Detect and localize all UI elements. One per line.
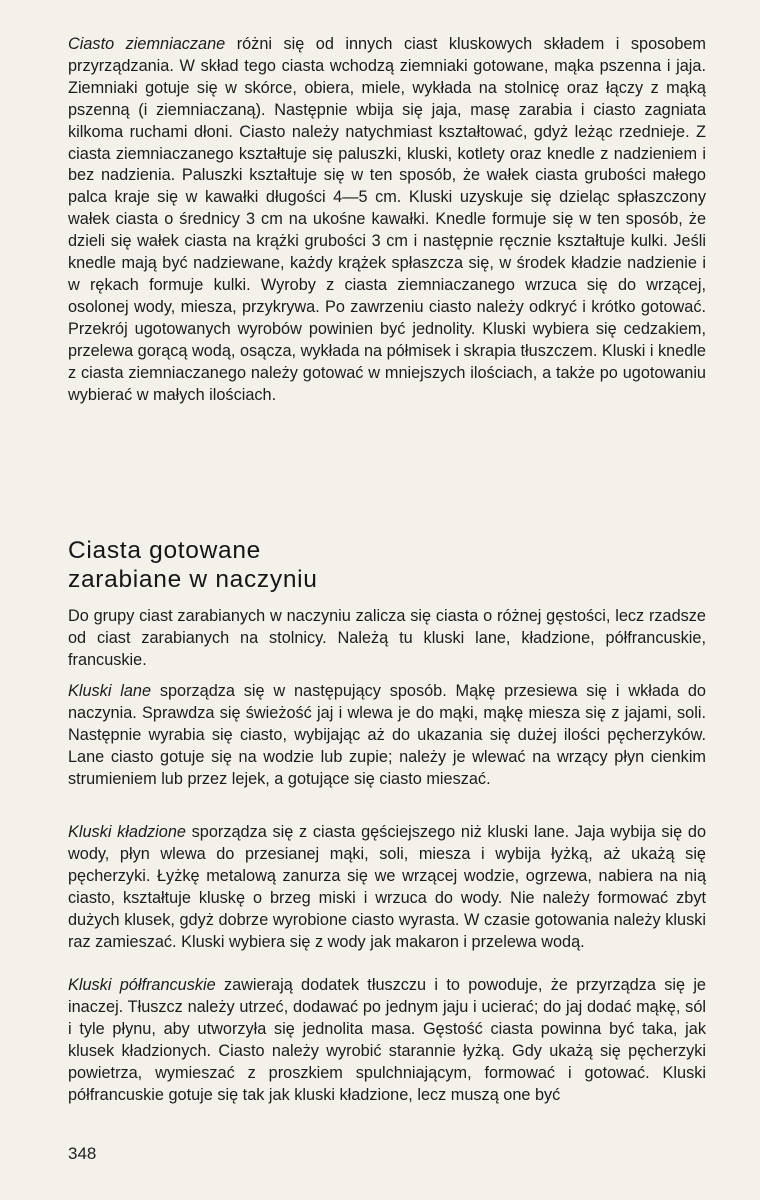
paragraph-body: sporządza się z ciasta gęściejszego niż kluski lane. Jaja wybija się do wody, płyn wlewa do przesianej mąki, soli, miesza i wybija łyżką, aż ukażą się pęcherzyki. Łyżkę metalową zanurza się we wrzącej wodzie, ogrzewa, nabiera na nią ciasto, kształtuje kluskę o brzeg miski i wrzuca do wody. Nie należy formować zbyt dużych klusek, gdyż dobrze wyrobione ciasto wyrasta. W czasie gotowania należy kluski raz zamieszać. Kluski wybiera się z wody jak makaron i przelewa wodą. [68,823,707,951]
paragraph-body: zawierają dodatek tłuszczu i to powoduje, że przyrządza się je inaczej. Tłuszcz należy utrzeć, dodawać po jednym jaju i ucierać; do jaj dodać mąkę, sól i tyle płynu, aby utworzyła się jednolita masa. Gęstość ciasta powinna być taka, jak klusek kładzionych. Ciasto należy wyrobić starannie łyżką. Gdy ukażą się pęcherzyki powietrza, wymieszać z proszkiem spulchniającym, formować i gotować. Kluski półfrancuskie gotuje się tak jak kluski kładzione, lecz muszą one być [68,976,706,1104]
paragraph-kluski-kladzione [68,822,706,953]
paragraph-intro [68,606,706,672]
heading-line-1: Ciasta gotowane [68,537,262,564]
paragraph-kluski-lane [68,681,706,791]
paragraph-kluski-polfrancuskie [68,975,706,1106]
paragraph-body: sporządza się w następujący sposób. Mąkę przesiewa się i wkłada do naczynia. Sprawdza się świeżość jaj i wlewa je do mąki, mąkę miesza się z jajami, soli. Następnie wyrabia się ciasto, wybijając aż do ukazania się dużej ilości pęcherzyków. Lane ciasto gotuje się na wodzie lub zupie; należy je wlewać na wrzący płyn cienkim strumieniem lub przez lejek, a gotujące się ciasto mieszać. [68,682,706,788]
heading-line-2: zarabiane w naczyniu [68,566,318,593]
page-number: 348 [68,1144,97,1163]
term-kluski-polfrancuskie: Kluski półfrancuskie [68,976,216,994]
paragraph-body: różni się od innych ciast kluskowych składem i sposobem przyrządzania. W skład tego ciasta wchodzą ziemniaki gotowane, mąka pszenna i jaja. Ziemniaki gotuje się w skórce, obiera, miele, wykłada na stolnicę oraz łączy z mąką pszenną (i ziemniaczaną). Następnie wbija się jaja, masę zarabia i ciasto zagniata kilkoma ruchami dłoni. Ciasto należy natychmiast kształtować, gdyż leżąc rzednieje. Z ciasta ziemniaczanego kształtuje się paluszki, kluski, kotlety oraz knedle z nadzieniem i bez nadzienia. Paluszki kształtuje się w ten sposób, że wałek ciasta grubości małego palca kraje się w kawałki długości 4—5 cm. Kluski uzyskuje się dzieląc spłaszczony wałek ciasta o średnicy 3 cm na ukośne kawałki. Knedle formuje się w ten sposób, że dzieli się wałek ciasta na krążki grubości 3 cm i następnie ręcznie kształtuje kulki. Jeśli knedle mają być nadziewane, każdy krążek spłaszcza się, w środek kładzie nadzienie i w rękach formuje kulki. Wyroby z ciasta ziemniaczanego wrzuca się do wrzącej, osolonej wody, miesza, przykrywa. Po zawrzeniu ciasto należy odkryć i krótko gotować. Przekrój ugotowanych wyrobów powinien być jednolity. Kluski wybiera się cedzakiem, przelewa gorącą wodą, osącza, wykłada na półmisek i skrapia tłuszczem. Kluski i knedle z ciasta ziemniaczanego należy gotować w mniejszych ilościach, a także po ugotowaniu wybierać w małych ilościach. [68,35,706,404]
term-kluski-lane: Kluski lane [68,682,152,700]
term-kluski-kladzione: Kluski kładzione [68,823,186,841]
paragraph-ciasto-ziemniaczane [68,34,706,406]
paragraph-body: Do grupy ciast zarabianych w naczyniu zalicza się ciasta o różnej gęstości, lecz rzadsze od ciast zarabianych na stolnicy. Należą tu kluski lane, kładzione, półfrancuskie, francuskie. [68,607,706,669]
term-ciasto-ziemniaczane: Ciasto ziemniaczane [68,35,226,53]
section-heading [68,536,708,594]
